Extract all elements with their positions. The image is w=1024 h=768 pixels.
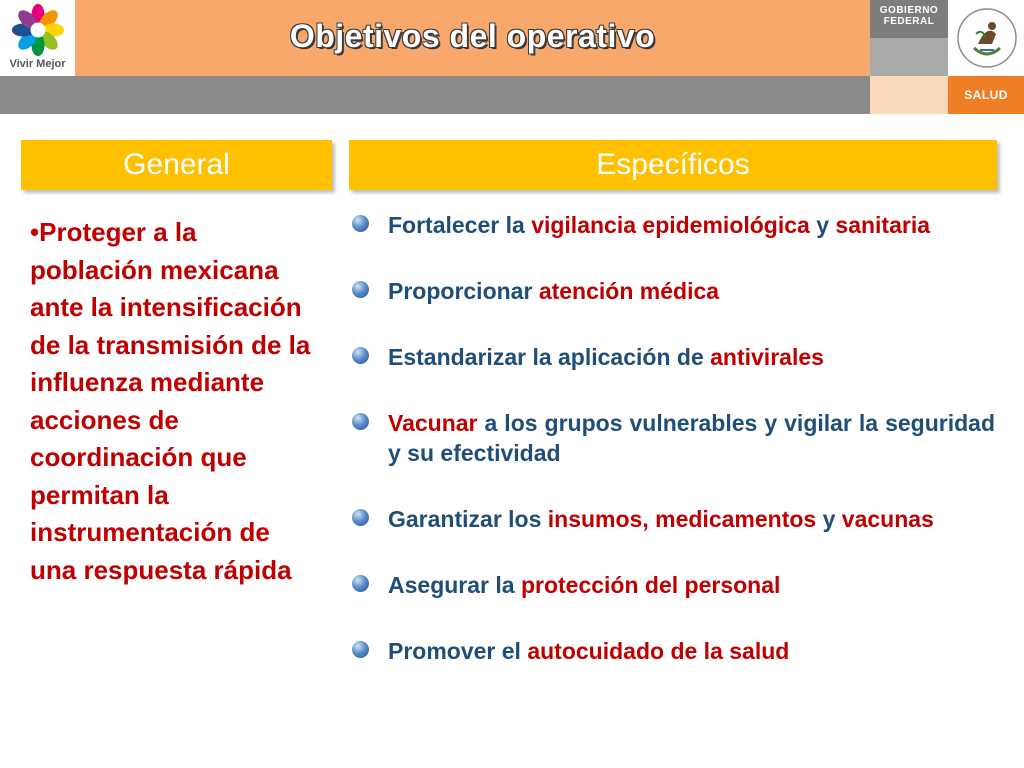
objective-item: [350, 210, 995, 240]
objective-highlight: vacunas: [841, 506, 934, 532]
general-section-header: General: [21, 140, 332, 190]
mexico-coat-of-arms-icon: [956, 4, 1018, 72]
header-gray-bar: [0, 76, 870, 114]
objective-highlight: antivirales: [710, 344, 824, 370]
objective-text: Asegurar la: [388, 572, 521, 598]
general-objective-text: •Proteger a la población mexicana ante la intensificación de la transmisión de la influenza mediante acciones de coordinación que permitan la instrumentación de una respuesta rápida: [30, 217, 311, 585]
gobierno-line2: FEDERAL: [883, 16, 935, 27]
objective-text: Proporcionar: [388, 278, 539, 304]
objective-item: [350, 276, 995, 306]
blue-sphere-bullet-icon: [352, 281, 369, 298]
objective-text: Garantizar los: [388, 506, 548, 532]
objective-text: a los grupos vulnerables y vigilar la seguridad y su efectividad: [388, 410, 995, 466]
blue-sphere-bullet-icon: [352, 509, 369, 526]
gobierno-light-box: [870, 76, 948, 114]
logo-text: Vivir Mejor: [9, 58, 66, 70]
objective-highlight: protección del personal: [520, 572, 781, 598]
objective-item: [350, 636, 995, 666]
objective-highlight: Vacunar: [388, 410, 478, 436]
gobierno-label: [870, 5, 948, 27]
blue-sphere-bullet-icon: [352, 641, 369, 658]
objective-highlight: autocuidado de la salud: [527, 638, 790, 664]
blue-sphere-bullet-icon: [352, 575, 369, 592]
gobierno-lower-box: [870, 38, 948, 76]
objective-text: Fortalecer la: [388, 212, 532, 238]
blue-sphere-bullet-icon: [352, 347, 369, 364]
objective-text: y: [809, 212, 836, 238]
objective-highlight: sanitaria: [835, 212, 931, 238]
especificos-section-header: Específicos: [349, 140, 997, 190]
specific-objectives-list: [350, 210, 995, 666]
objective-highlight: atención médica: [538, 278, 720, 304]
logo-container: [0, 0, 75, 76]
objective-highlight: vigilancia epidemiológica: [531, 212, 810, 238]
blue-sphere-bullet-icon: [352, 215, 369, 232]
objective-highlight: insumos, medicamentos: [547, 506, 817, 532]
objective-item: [350, 342, 995, 372]
gobierno-line1: GOBIERNO: [879, 5, 939, 16]
objective-item: [350, 570, 995, 600]
objective-item: [350, 504, 995, 534]
objective-item: [350, 408, 995, 468]
page-title: Objetivos del operativo: [289, 18, 656, 54]
objective-text: y: [816, 506, 842, 532]
objective-text: Promover el: [388, 638, 528, 664]
blue-sphere-bullet-icon: [352, 413, 369, 430]
salud-label: SALUD: [964, 88, 1008, 102]
objective-text: Estandarizar la aplicación de: [388, 344, 711, 370]
vivir-mejor-flower-icon: [10, 2, 66, 58]
